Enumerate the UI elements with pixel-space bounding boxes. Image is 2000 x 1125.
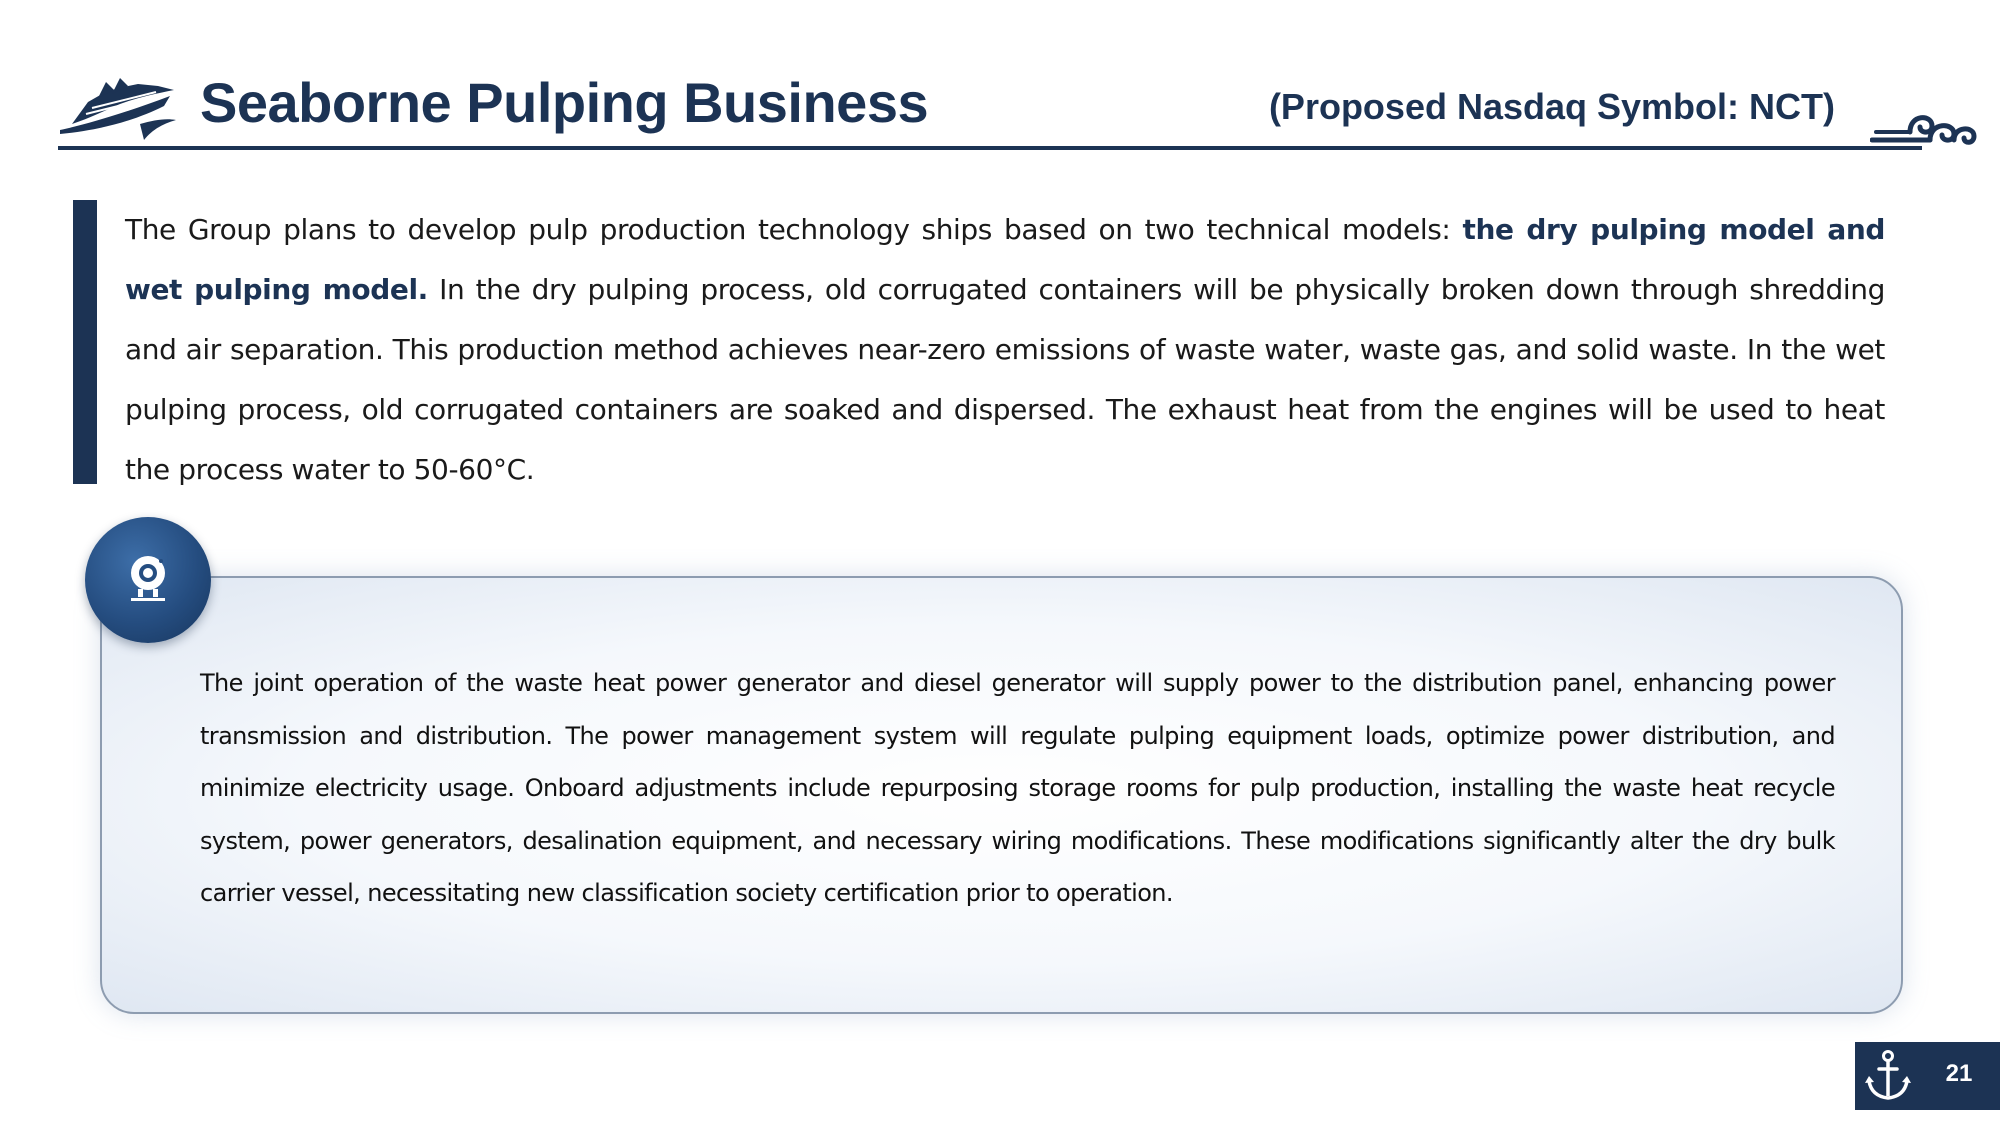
page-number: 21 bbox=[1945, 1060, 1973, 1087]
page-number-badge bbox=[1855, 1042, 2000, 1110]
generator-icon bbox=[125, 553, 171, 603]
card-paragraph: The joint operation of the waste heat power generator and diesel generator will supply power to the distribution panel, enhancing power transmission and distribution. The power management system will regulate pulping equipment loads, optimize power distribution, and minimize electricity usage. Onboard adjustments include repurposing storage rooms for pulp production, installing the waste heat recycle system, power generators, desalination equipment, and necessary wiring modifications. These modifications significantly alter the dry bulk carrier vessel, necessitating new classification society certification prior to operation. bbox=[200, 669, 1835, 907]
intro-emphasis: the dry pulping model and wet pulping model. bbox=[125, 213, 1885, 306]
waves-icon bbox=[1870, 100, 1980, 152]
accent-bar bbox=[73, 200, 97, 484]
card-icon-badge bbox=[85, 517, 211, 643]
header-divider bbox=[58, 146, 1922, 150]
intro-text-start: The Group plans to develop pulp production technology ships based on two technical models: bbox=[125, 213, 1463, 246]
intro-text-rest: In the dry pulping process, old corrugated containers will be physically broken down through shredding and air separation. This production method achieves near-zero emissions of waste water, waste gas, and solid waste. In the wet pulping process, old corrugated containers are soaked and dispersed. The exhaust heat from the engines will be used to heat the process water to 50-60°C. bbox=[125, 273, 1885, 486]
nasdaq-symbol: (Proposed Nasdaq Symbol: NCT) bbox=[1268, 86, 1835, 127]
page-title: Seaborne Pulping Business bbox=[200, 71, 929, 134]
cruise-ship-icon bbox=[58, 72, 178, 142]
anchor-icon bbox=[1865, 1049, 1911, 1103]
intro-paragraph bbox=[125, 200, 1885, 500]
